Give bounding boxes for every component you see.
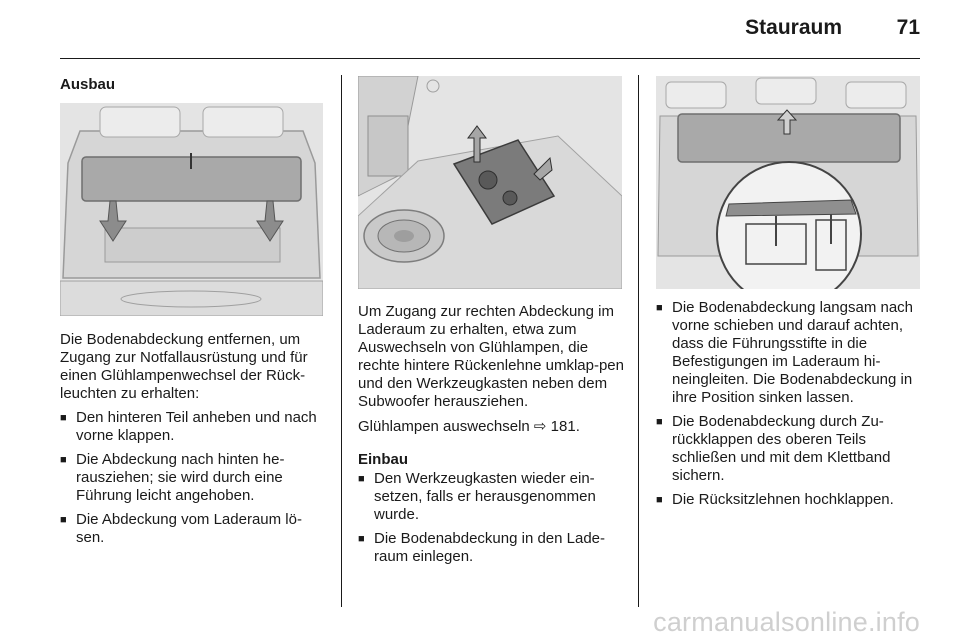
- header-divider: [60, 58, 920, 59]
- section-heading-einbau: Einbau: [358, 451, 409, 468]
- list-item: ■ Den hinteren Teil anheben und nach vorne klappen.: [60, 409, 325, 445]
- list-item: ■ Die Rücksitzlehnen hochklappen.: [656, 491, 922, 509]
- figure-toolbox: [358, 76, 622, 289]
- watermark: carmanualsonline.info: [653, 607, 920, 637]
- column-divider-1: [341, 75, 342, 607]
- figure-cover-installation: [656, 76, 920, 289]
- page-number: 71: [896, 16, 920, 39]
- list-item: ■ Die Bodenabdeckung in den Lade-raum einlegen.: [358, 530, 624, 566]
- ausbau-steps-list: [60, 409, 325, 547]
- einbau-steps-list: [358, 470, 624, 566]
- installation-steps-list: [656, 299, 922, 509]
- section-heading-ausbau: Ausbau: [60, 76, 116, 93]
- column-divider-2: [638, 75, 639, 607]
- list-item: ■ Die Abdeckung vom Laderaum lö-sen.: [60, 511, 325, 547]
- cargo-floor-cover-removal-icon: [60, 103, 323, 316]
- figure-cover-removal: [60, 103, 323, 316]
- list-item: ■ Die Bodenabdeckung durch Zu-rückklappen des oberen Teils schließen und mit dem Klettband sichern.: [656, 413, 922, 485]
- toolbox-subwoofer-icon: [358, 76, 622, 289]
- list-item: ■ Die Bodenabdeckung langsam nach vorne schieben und darauf achten, dass die Führungsstifte in die Befestigungen im Laderaum hi-neingleiten. Die Bodenabdeckung in ihre Position sinken lassen.: [656, 299, 922, 407]
- list-item: ■ Die Abdeckung nach hinten he-rausziehen; sie wird durch eine Führung leicht angehoben.: [60, 451, 325, 505]
- bulb-replacement-reference[interactable]: Glühlampen auswechseln ⇨ 181.: [358, 418, 580, 435]
- access-instruction-text: Um Zugang zur rechten Abdeckung im Laderaum zu erhalten, etwa zum Auswechseln von Glühlampen, die rechte hintere Rückenlehne umklap-pen und den Werkzeugkasten neben dem Subwoofer herausziehen.: [358, 303, 624, 410]
- list-item: ■ Den Werkzeugkasten wieder ein-setzen, falls er herausgenommen wurde.: [358, 470, 624, 524]
- cover-installation-detail-icon: [656, 76, 920, 289]
- page-title: Stauraum: [745, 16, 842, 39]
- ausbau-intro-text: Die Bodenabdeckung entfernen, um Zugang zur Notfallausrüstung und für einen Glühlampenwechsel der Rück-leuchten zu erhalten:: [60, 331, 308, 402]
